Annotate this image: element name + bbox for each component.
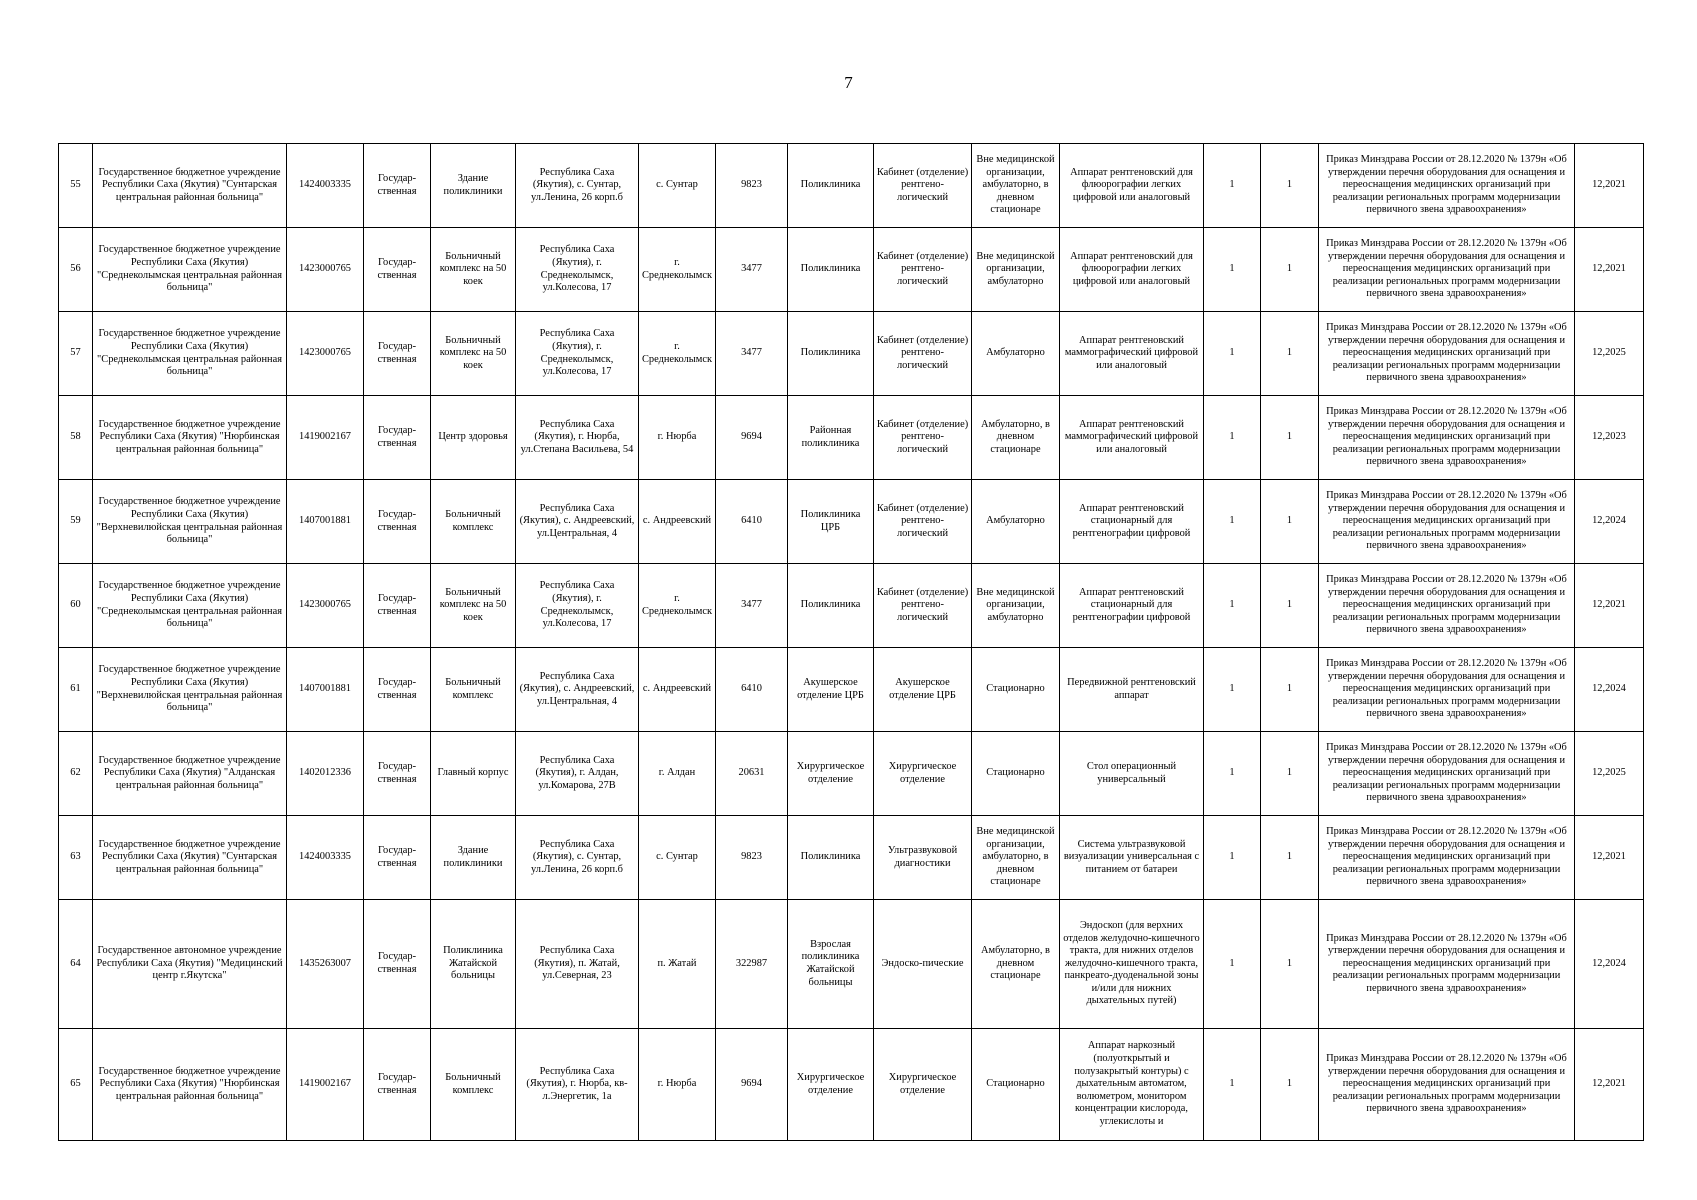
row-number: 55	[59, 144, 93, 228]
building-name: Больничный комплекс	[431, 648, 516, 732]
ownership-type: Государ-ственная	[364, 1029, 431, 1141]
regulatory-basis: Приказ Минздрава России от 28.12.2020 № 1379н «Об утверждении перечня оборудования для оснащения и переоснащения медицинских организаций при реализации региональных программ модернизации первичного звена здравоохранения»	[1319, 480, 1575, 564]
regulatory-basis: Приказ Минздрава России от 28.12.2020 № 1379н «Об утверждении перечня оборудования для оснащения и переоснащения медицинских организаций при реализации региональных программ модернизации первичного звена здравоохранения»	[1319, 648, 1575, 732]
population: 6410	[716, 648, 788, 732]
quantity-planned: 1	[1261, 564, 1319, 648]
building-name: Главный корпус	[431, 732, 516, 816]
row-number: 57	[59, 312, 93, 396]
table-row	[59, 396, 1644, 480]
building-name: Больничный комплекс на 50 коек	[431, 228, 516, 312]
delivery-date: 12,2021	[1575, 816, 1644, 900]
quantity-required: 1	[1204, 228, 1261, 312]
regulatory-basis: Приказ Минздрава России от 28.12.2020 № 1379н «Об утверждении перечня оборудования для оснащения и переоснащения медицинских организаций при реализации региональных программ модернизации первичного звена здравоохранения»	[1319, 396, 1575, 480]
care-conditions: Стационарно	[972, 648, 1060, 732]
equipment-name: Аппарат рентгеновский для флюорографии легких цифровой или аналоговый	[1060, 228, 1204, 312]
ownership-type: Государ-ственная	[364, 816, 431, 900]
ownership-type: Государ-ственная	[364, 144, 431, 228]
building-name: Поликлиника Жатайской больницы	[431, 900, 516, 1029]
inn-value: 1423000765	[287, 312, 364, 396]
structural-unit: Поликлиника	[788, 816, 874, 900]
address: Республика Саха (Якутия), г. Алдан, ул.Комарова, 27В	[516, 732, 639, 816]
population: 9694	[716, 396, 788, 480]
equipment-name: Аппарат рентгеновский маммографический цифровой или аналоговый	[1060, 396, 1204, 480]
locality: с. Андреевский	[639, 648, 716, 732]
address: Республика Саха (Якутия), с. Сунтар, ул.Ленина, 26 корп.б	[516, 816, 639, 900]
table-row	[59, 1029, 1644, 1141]
regulatory-basis: Приказ Минздрава России от 28.12.2020 № 1379н «Об утверждении перечня оборудования для оснащения и переоснащения медицинских организаций при реализации региональных программ модернизации первичного звена здравоохранения»	[1319, 228, 1575, 312]
quantity-planned: 1	[1261, 1029, 1319, 1141]
quantity-required: 1	[1204, 312, 1261, 396]
address: Республика Саха (Якутия), с. Андреевский, ул.Центральная, 4	[516, 480, 639, 564]
structural-unit: Хирургическое отделение	[788, 732, 874, 816]
inn-value: 1407001881	[287, 648, 364, 732]
locality: г. Среднеколымск	[639, 564, 716, 648]
organization-name: Государственное бюджетное учреждение Республики Саха (Якутия) "Среднеколымская центральная районная больница"	[93, 564, 287, 648]
inn-value: 1402012336	[287, 732, 364, 816]
table-row	[59, 816, 1644, 900]
quantity-planned: 1	[1261, 900, 1319, 1029]
population: 3477	[716, 564, 788, 648]
row-number: 58	[59, 396, 93, 480]
inn-value: 1435263007	[287, 900, 364, 1029]
care-conditions: Вне медицинской организации, амбулаторно, в дневном стационаре	[972, 816, 1060, 900]
delivery-date: 12,2025	[1575, 312, 1644, 396]
equipment-name: Передвижной рентгеновский аппарат	[1060, 648, 1204, 732]
address: Республика Саха (Якутия), г. Среднеколымск, ул.Колесова, 17	[516, 564, 639, 648]
population: 9823	[716, 144, 788, 228]
department: Хирургическое отделение	[874, 1029, 972, 1141]
care-conditions: Амбулаторно, в дневном стационаре	[972, 396, 1060, 480]
quantity-planned: 1	[1261, 396, 1319, 480]
quantity-planned: 1	[1261, 648, 1319, 732]
building-name: Больничный комплекс	[431, 1029, 516, 1141]
equipment-name: Аппарат рентгеновский стационарный для рентгенографии цифровой	[1060, 564, 1204, 648]
structural-unit: Районная поликлиника	[788, 396, 874, 480]
equipment-name: Аппарат рентгеновский маммографический цифровой или аналоговый	[1060, 312, 1204, 396]
ownership-type: Государ-ственная	[364, 480, 431, 564]
population: 9694	[716, 1029, 788, 1141]
department: Кабинет (отделение) рентгено-логический	[874, 564, 972, 648]
structural-unit: Поликлиника	[788, 564, 874, 648]
organization-name: Государственное бюджетное учреждение Республики Саха (Якутия) "Сунтарская центральная районная больница"	[93, 144, 287, 228]
locality: г. Алдан	[639, 732, 716, 816]
row-number: 60	[59, 564, 93, 648]
care-conditions: Амбулаторно	[972, 480, 1060, 564]
equipment-name: Стол операционный универсальный	[1060, 732, 1204, 816]
address: Республика Саха (Якутия), с. Андреевский, ул.Центральная, 4	[516, 648, 639, 732]
ownership-type: Государ-ственная	[364, 228, 431, 312]
row-number: 63	[59, 816, 93, 900]
organization-name: Государственное бюджетное учреждение Республики Саха (Якутия) "Среднеколымская центральная районная больница"	[93, 228, 287, 312]
inn-value: 1419002167	[287, 396, 364, 480]
department: Кабинет (отделение) рентгено-логический	[874, 396, 972, 480]
structural-unit: Поликлиника	[788, 144, 874, 228]
locality: г. Среднеколымск	[639, 312, 716, 396]
equipment-name: Система ультразвуковой визуализации универсальная с питанием от батареи	[1060, 816, 1204, 900]
table-row	[59, 228, 1644, 312]
quantity-planned: 1	[1261, 144, 1319, 228]
inn-value: 1423000765	[287, 228, 364, 312]
structural-unit: Взрослая поликлиника Жатайской больницы	[788, 900, 874, 1029]
locality: г. Нюрба	[639, 1029, 716, 1141]
inn-value: 1423000765	[287, 564, 364, 648]
locality: с. Сунтар	[639, 816, 716, 900]
care-conditions: Амбулаторно	[972, 312, 1060, 396]
structural-unit: Поликлиника	[788, 312, 874, 396]
equipment-registry-table	[58, 143, 1644, 1141]
table-row	[59, 900, 1644, 1029]
care-conditions: Стационарно	[972, 1029, 1060, 1141]
inn-value: 1419002167	[287, 1029, 364, 1141]
regulatory-basis: Приказ Минздрава России от 28.12.2020 № 1379н «Об утверждении перечня оборудования для оснащения и переоснащения медицинских организаций при реализации региональных программ модернизации первичного звена здравоохранения»	[1319, 564, 1575, 648]
structural-unit: Хирургическое отделение	[788, 1029, 874, 1141]
organization-name: Государственное бюджетное учреждение Республики Саха (Якутия) "Алданская центральная районная больница"	[93, 732, 287, 816]
quantity-planned: 1	[1261, 816, 1319, 900]
table-row	[59, 564, 1644, 648]
quantity-planned: 1	[1261, 732, 1319, 816]
quantity-required: 1	[1204, 816, 1261, 900]
quantity-required: 1	[1204, 1029, 1261, 1141]
quantity-required: 1	[1204, 144, 1261, 228]
population: 322987	[716, 900, 788, 1029]
table-row	[59, 312, 1644, 396]
delivery-date: 12,2021	[1575, 228, 1644, 312]
department: Эндоско-пические	[874, 900, 972, 1029]
population: 9823	[716, 816, 788, 900]
department: Кабинет (отделение) рентгено-логический	[874, 144, 972, 228]
quantity-required: 1	[1204, 648, 1261, 732]
organization-name: Государственное автономное учреждение Республики Саха (Якутия) "Медицинский центр г.Якутска"	[93, 900, 287, 1029]
population: 3477	[716, 228, 788, 312]
row-number: 56	[59, 228, 93, 312]
regulatory-basis: Приказ Минздрава России от 28.12.2020 № 1379н «Об утверждении перечня оборудования для оснащения и переоснащения медицинских организаций при реализации региональных программ модернизации первичного звена здравоохранения»	[1319, 144, 1575, 228]
address: Республика Саха (Якутия), г. Среднеколымск, ул.Колесова, 17	[516, 228, 639, 312]
regulatory-basis: Приказ Минздрава России от 28.12.2020 № 1379н «Об утверждении перечня оборудования для оснащения и переоснащения медицинских организаций при реализации региональных программ модернизации первичного звена здравоохранения»	[1319, 1029, 1575, 1141]
inn-value: 1424003335	[287, 816, 364, 900]
delivery-date: 12,2024	[1575, 480, 1644, 564]
row-number: 64	[59, 900, 93, 1029]
building-name: Здание поликлиники	[431, 816, 516, 900]
care-conditions: Вне медицинской организации, амбулаторно	[972, 228, 1060, 312]
locality: п. Жатай	[639, 900, 716, 1029]
building-name: Здание поликлиники	[431, 144, 516, 228]
delivery-date: 12,2021	[1575, 144, 1644, 228]
ownership-type: Государ-ственная	[364, 564, 431, 648]
locality: с. Андреевский	[639, 480, 716, 564]
department: Ультразвуковой диагностики	[874, 816, 972, 900]
department: Кабинет (отделение) рентгено-логический	[874, 312, 972, 396]
address: Республика Саха (Якутия), г. Среднеколымск, ул.Колесова, 17	[516, 312, 639, 396]
care-conditions: Амбулаторно, в дневном стационаре	[972, 900, 1060, 1029]
table-row	[59, 144, 1644, 228]
delivery-date: 12,2021	[1575, 1029, 1644, 1141]
building-name: Центр здоровья	[431, 396, 516, 480]
building-name: Больничный комплекс	[431, 480, 516, 564]
ownership-type: Государ-ственная	[364, 312, 431, 396]
table-row	[59, 648, 1644, 732]
organization-name: Государственное бюджетное учреждение Республики Саха (Якутия) "Сунтарская центральная районная больница"	[93, 816, 287, 900]
address: Республика Саха (Якутия), п. Жатай, ул.Северная, 23	[516, 900, 639, 1029]
quantity-required: 1	[1204, 732, 1261, 816]
quantity-required: 1	[1204, 900, 1261, 1029]
ownership-type: Государ-ственная	[364, 396, 431, 480]
quantity-planned: 1	[1261, 312, 1319, 396]
department: Кабинет (отделение) рентгено-логический	[874, 480, 972, 564]
equipment-name: Аппарат рентгеновский для флюорографии легких цифровой или аналоговый	[1060, 144, 1204, 228]
quantity-planned: 1	[1261, 228, 1319, 312]
population: 6410	[716, 480, 788, 564]
structural-unit: Акушерское отделение ЦРБ	[788, 648, 874, 732]
quantity-required: 1	[1204, 564, 1261, 648]
regulatory-basis: Приказ Минздрава России от 28.12.2020 № 1379н «Об утверждении перечня оборудования для оснащения и переоснащения медицинских организаций при реализации региональных программ модернизации первичного звена здравоохранения»	[1319, 732, 1575, 816]
table-row	[59, 732, 1644, 816]
organization-name: Государственное бюджетное учреждение Республики Саха (Якутия) "Среднеколымская центральная районная больница"	[93, 312, 287, 396]
organization-name: Государственное бюджетное учреждение Республики Саха (Якутия) "Нюрбинская центральная районная больница"	[93, 1029, 287, 1141]
department: Кабинет (отделение) рентгено-логический	[874, 228, 972, 312]
inn-value: 1424003335	[287, 144, 364, 228]
delivery-date: 12,2024	[1575, 648, 1644, 732]
delivery-date: 12,2025	[1575, 732, 1644, 816]
population: 20631	[716, 732, 788, 816]
table-body	[59, 144, 1644, 1141]
page-number: 7	[844, 73, 853, 92]
organization-name: Государственное бюджетное учреждение Республики Саха (Якутия) "Верхневилюйская центральная районная больница"	[93, 480, 287, 564]
row-number: 65	[59, 1029, 93, 1141]
ownership-type: Государ-ственная	[364, 732, 431, 816]
care-conditions: Вне медицинской организации, амбулаторно, в дневном стационаре	[972, 144, 1060, 228]
quantity-required: 1	[1204, 396, 1261, 480]
building-name: Больничный комплекс на 50 коек	[431, 564, 516, 648]
care-conditions: Стационарно	[972, 732, 1060, 816]
delivery-date: 12,2021	[1575, 564, 1644, 648]
department: Хирургическое отделение	[874, 732, 972, 816]
table-row	[59, 480, 1644, 564]
address: Республика Саха (Якутия), г. Нюрба, кв-л.Энергетик, 1а	[516, 1029, 639, 1141]
population: 3477	[716, 312, 788, 396]
regulatory-basis: Приказ Минздрава России от 28.12.2020 № 1379н «Об утверждении перечня оборудования для оснащения и переоснащения медицинских организаций при реализации региональных программ модернизации первичного звена здравоохранения»	[1319, 900, 1575, 1029]
organization-name: Государственное бюджетное учреждение Республики Саха (Якутия) "Нюрбинская центральная районная больница"	[93, 396, 287, 480]
building-name: Больничный комплекс на 50 коек	[431, 312, 516, 396]
locality: г. Среднеколымск	[639, 228, 716, 312]
structural-unit: Поликлиника	[788, 228, 874, 312]
structural-unit: Поликлиника ЦРБ	[788, 480, 874, 564]
locality: с. Сунтар	[639, 144, 716, 228]
locality: г. Нюрба	[639, 396, 716, 480]
ownership-type: Государ-ственная	[364, 900, 431, 1029]
row-number: 59	[59, 480, 93, 564]
ownership-type: Государ-ственная	[364, 648, 431, 732]
address: Республика Саха (Якутия), с. Сунтар, ул.Ленина, 26 корп.б	[516, 144, 639, 228]
row-number: 62	[59, 732, 93, 816]
delivery-date: 12,2024	[1575, 900, 1644, 1029]
address: Республика Саха (Якутия), г. Нюрба, ул.Степана Васильева, 54	[516, 396, 639, 480]
care-conditions: Вне медицинской организации, амбулаторно	[972, 564, 1060, 648]
regulatory-basis: Приказ Минздрава России от 28.12.2020 № 1379н «Об утверждении перечня оборудования для оснащения и переоснащения медицинских организаций при реализации региональных программ модернизации первичного звена здравоохранения»	[1319, 816, 1575, 900]
equipment-name: Аппарат рентгеновский стационарный для рентгенографии цифровой	[1060, 480, 1204, 564]
inn-value: 1407001881	[287, 480, 364, 564]
equipment-name: Аппарат наркозный (полуоткрытый и полузакрытый контуры) с дыхательным автоматом, волюметром, монитором концентрации кислорода, углекислоты и	[1060, 1029, 1204, 1141]
quantity-required: 1	[1204, 480, 1261, 564]
regulatory-basis: Приказ Минздрава России от 28.12.2020 № 1379н «Об утверждении перечня оборудования для оснащения и переоснащения медицинских организаций при реализации региональных программ модернизации первичного звена здравоохранения»	[1319, 312, 1575, 396]
equipment-name: Эндоскоп (для верхних отделов желудочно-кишечного тракта, для нижних отделов желудочно-кишечного тракта, панкреато-дуоденальной зоны и/или для нижних дыхательных путей)	[1060, 900, 1204, 1029]
row-number: 61	[59, 648, 93, 732]
quantity-planned: 1	[1261, 480, 1319, 564]
organization-name: Государственное бюджетное учреждение Республики Саха (Якутия) "Верхневилюйская центральная районная больница"	[93, 648, 287, 732]
department: Акушерское отделение ЦРБ	[874, 648, 972, 732]
delivery-date: 12,2023	[1575, 396, 1644, 480]
